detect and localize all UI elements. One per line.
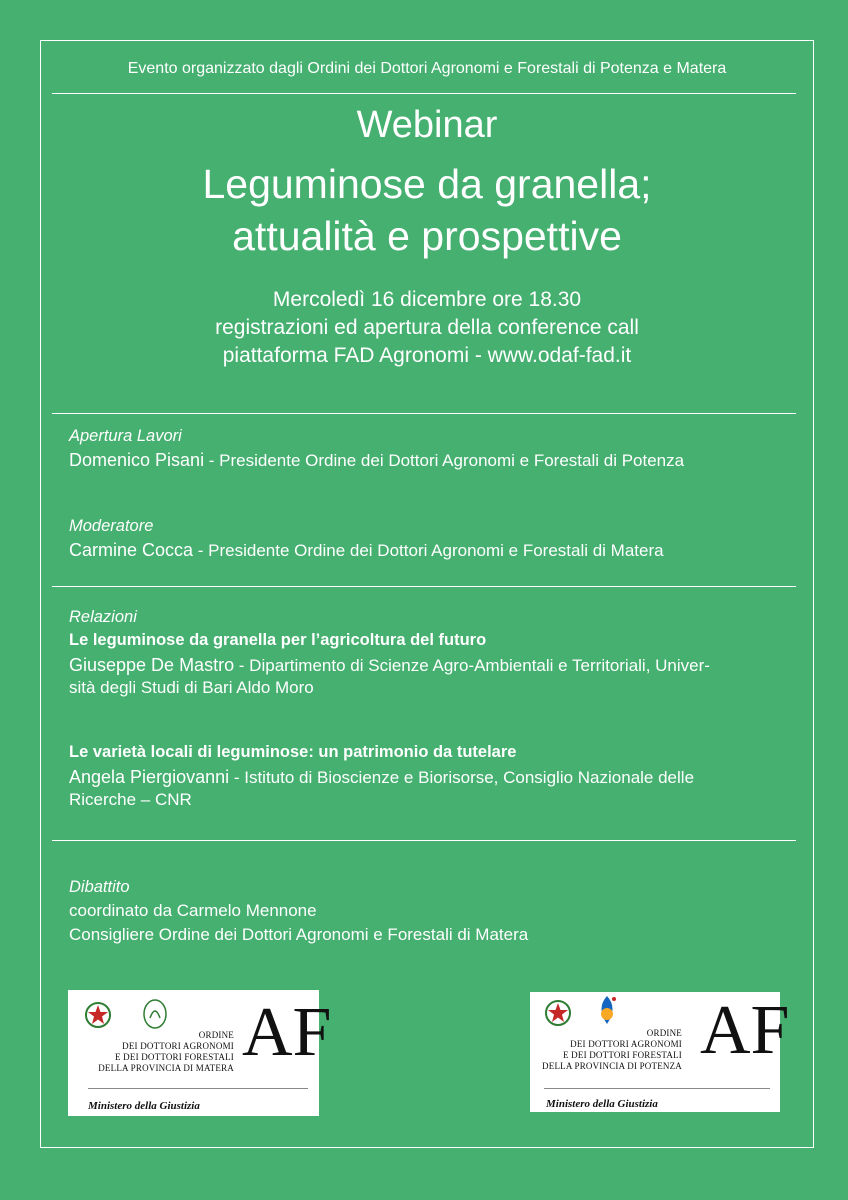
af-monogram: AF (242, 994, 332, 1071)
opening-speaker (69, 450, 684, 471)
speaker-affiliation: - Istituto di Bioscienze e Biorisorse, Consiglio Nazionale delle (229, 768, 695, 787)
event-date: Mercoledì 16 dicembre ore 18.30 (272, 288, 582, 311)
logo-rule (544, 1088, 770, 1089)
logo-rule (88, 1088, 308, 1089)
moderator-label: Moderatore (69, 517, 154, 535)
divider (52, 586, 796, 587)
odaf-emblem-icon (594, 994, 620, 1028)
ministry-label: Ministero della Giustizia (546, 1098, 658, 1110)
organizer-line: Evento organizzato dagli Ordini dei Dottori Agronomi e Forestali di Potenza e Matera (127, 60, 727, 77)
ministry-label: Ministero della Giustizia (88, 1100, 200, 1112)
odaf-emblem-icon (142, 998, 168, 1030)
event-info (40, 286, 814, 370)
divider (52, 93, 796, 94)
moderator-speaker (69, 540, 664, 561)
title-line-1: Leguminose da granella; (202, 161, 652, 207)
speaker-affiliation-cont: sità degli Studi di Bari Aldo Moro (69, 678, 314, 697)
speaker-name: Domenico Pisani (69, 450, 205, 470)
order-name: ORDINE DEI DOTTORI AGRONOMI E DEI DOTTORI FORESTALI DELLA PROVINCIA DI MATERA (98, 1030, 234, 1073)
speaker-name: Angela Piergiovanni (69, 767, 230, 787)
event-title (40, 158, 814, 262)
debate-coordinator: coordinato da Carmelo Mennone (69, 901, 317, 920)
logo-matera (68, 990, 332, 1116)
talk-title: Le leguminose da granella per l’agricoltura del futuro (69, 631, 487, 649)
speaker-role: - Presidente Ordine dei Dottori Agronomi e Forestali di Matera (193, 541, 664, 560)
event-type: Webinar (356, 104, 498, 146)
logo-potenza (530, 992, 790, 1112)
speaker-affiliation: - Dipartimento di Scienze Agro-Ambientali e Territoriali, Univer- (234, 656, 710, 675)
talks-label: Relazioni (69, 608, 137, 626)
order-name: ORDINE DEI DOTTORI AGRONOMI E DEI DOTTORI FORESTALI DELLA PROVINCIA DI POTENZA (542, 1028, 682, 1071)
speaker-name: Carmine Cocca (69, 540, 194, 560)
talk-speaker (69, 654, 769, 699)
registration-note: registrazioni ed apertura della conference call (215, 316, 639, 339)
debate-label: Dibattito (69, 878, 130, 896)
speaker-role: - Presidente Ordine dei Dottori Agronomi e Forestali di Potenza (204, 451, 685, 470)
af-monogram: AF (700, 992, 790, 1069)
title-line-2: attualità e prospettive (232, 213, 622, 259)
talk-speaker (69, 766, 769, 811)
italian-emblem-icon (84, 1000, 112, 1030)
italian-emblem-icon (544, 998, 572, 1028)
divider (52, 840, 796, 841)
debate-role: Consigliere Ordine dei Dottori Agronomi e Forestali di Matera (69, 925, 529, 944)
talk-title: Le varietà locali di leguminose: un patrimonio da tutelare (69, 743, 517, 761)
divider (52, 413, 796, 414)
speaker-affiliation-cont: Ricerche – CNR (69, 790, 192, 809)
platform-note: piattaforma FAD Agronomi - www.odaf-fad.it (222, 344, 632, 367)
speaker-name: Giuseppe De Mastro (69, 655, 235, 675)
opening-label: Apertura Lavori (69, 427, 182, 445)
